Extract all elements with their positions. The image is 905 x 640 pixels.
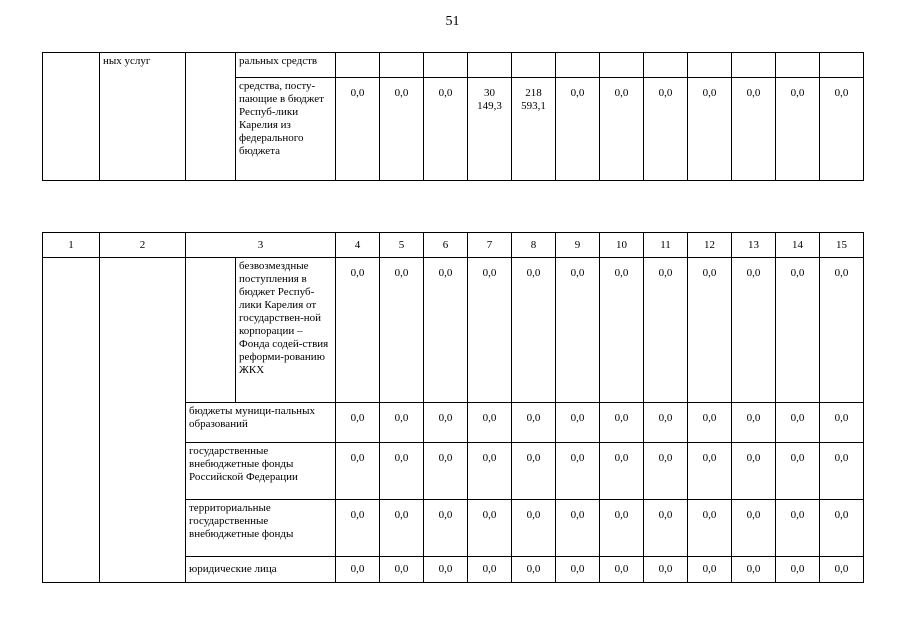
value-cell: 0,0 bbox=[380, 78, 424, 181]
value-cell: 0,0 bbox=[556, 500, 600, 557]
value-cell: 0,0 bbox=[468, 403, 512, 443]
value-cell: 0,0 bbox=[512, 557, 556, 583]
value-cell: 0,0 bbox=[776, 443, 820, 500]
value-cell: 0,0 bbox=[556, 258, 600, 403]
value-cell: 0,0 bbox=[468, 258, 512, 403]
table-continuation bbox=[42, 52, 864, 181]
value-cell: 0,0 bbox=[732, 443, 776, 500]
value-cell: 0,0 bbox=[512, 258, 556, 403]
value-cell: 0,0 bbox=[776, 403, 820, 443]
value-cell: 0,0 bbox=[644, 557, 688, 583]
value-cell: 0,0 bbox=[644, 443, 688, 500]
column-header: 6 bbox=[424, 233, 468, 258]
value-cell: 0,0 bbox=[688, 403, 732, 443]
value-cell: 0,0 bbox=[468, 500, 512, 557]
value-cell: 0,0 bbox=[600, 443, 644, 500]
value-cell: 0,0 bbox=[644, 78, 688, 181]
row-label: безвозмездные поступления в бюджет Респуб-лики Карелия от государствен-ной корпорации – Фонда содей-ствия реформи-рованию ЖКХ bbox=[236, 258, 336, 403]
column-header: 4 bbox=[336, 233, 380, 258]
cell-col1 bbox=[43, 258, 100, 583]
table-header-row bbox=[43, 233, 864, 258]
value-cell: 0,0 bbox=[512, 500, 556, 557]
cell-service-name: ных услуг bbox=[100, 53, 186, 181]
value-cell: 0,0 bbox=[424, 258, 468, 403]
row-label: юридические лица bbox=[186, 557, 336, 583]
column-header: 15 bbox=[820, 233, 864, 258]
value-cell: 0,0 bbox=[688, 500, 732, 557]
value-cell: 0,0 bbox=[424, 557, 468, 583]
column-header: 7 bbox=[468, 233, 512, 258]
cell-col1 bbox=[43, 53, 100, 181]
value-cell: 0,0 bbox=[820, 78, 864, 181]
page-number: 51 bbox=[445, 14, 460, 29]
value-cell: 0,0 bbox=[380, 443, 424, 500]
value-cell: 0,0 bbox=[336, 500, 380, 557]
value-cell: 0,0 bbox=[600, 258, 644, 403]
value-cell: 0,0 bbox=[732, 258, 776, 403]
table-row bbox=[43, 53, 864, 78]
value-cell: 0,0 bbox=[424, 78, 468, 181]
value-cell: 0,0 bbox=[688, 443, 732, 500]
column-header: 1 bbox=[43, 233, 100, 258]
value-cell: 0,0 bbox=[732, 557, 776, 583]
value-cell: 0,0 bbox=[820, 403, 864, 443]
value-cell: 218 593,1 bbox=[512, 78, 556, 181]
value-cell: 0,0 bbox=[644, 258, 688, 403]
value-cell: 0,0 bbox=[820, 443, 864, 500]
row-label: бюджеты муници-пальных образований bbox=[186, 403, 336, 443]
column-header: 10 bbox=[600, 233, 644, 258]
value-cell: 0,0 bbox=[600, 557, 644, 583]
column-header: 3 bbox=[186, 233, 336, 258]
value-cell: 0,0 bbox=[424, 443, 468, 500]
value-cell: 0,0 bbox=[336, 258, 380, 403]
cell-col2 bbox=[100, 258, 186, 583]
value-cell: 0,0 bbox=[512, 403, 556, 443]
table-main bbox=[42, 232, 864, 583]
value-cell: 0,0 bbox=[424, 500, 468, 557]
cell-col3a bbox=[186, 53, 236, 181]
value-cell: 0,0 bbox=[336, 78, 380, 181]
column-header: 12 bbox=[688, 233, 732, 258]
value-cell: 0,0 bbox=[336, 403, 380, 443]
value-cell: 0,0 bbox=[512, 443, 556, 500]
column-header: 13 bbox=[732, 233, 776, 258]
column-header: 8 bbox=[512, 233, 556, 258]
column-header: 11 bbox=[644, 233, 688, 258]
row-label: территориальные государственные внебюджетные фонды bbox=[186, 500, 336, 557]
cell-source-label: средства, посту-пающие в бюджет Респуб-лики Карелия из федерального бюджета bbox=[236, 78, 336, 181]
value-cell: 0,0 bbox=[556, 557, 600, 583]
value-cell: 0,0 bbox=[424, 403, 468, 443]
value-cell: 0,0 bbox=[556, 403, 600, 443]
cell-source-label: ральных средств bbox=[236, 53, 336, 78]
value-cell: 0,0 bbox=[380, 500, 424, 557]
value-cell: 0,0 bbox=[556, 78, 600, 181]
column-header: 5 bbox=[380, 233, 424, 258]
table-row bbox=[43, 258, 864, 403]
value-cell: 0,0 bbox=[556, 443, 600, 500]
value-cell: 0,0 bbox=[820, 258, 864, 403]
value-cell: 0,0 bbox=[776, 557, 820, 583]
value-cell: 0,0 bbox=[380, 258, 424, 403]
value-cell: 0,0 bbox=[688, 557, 732, 583]
value-cell: 0,0 bbox=[820, 500, 864, 557]
value-cell: 0,0 bbox=[688, 258, 732, 403]
value-cell: 0,0 bbox=[336, 443, 380, 500]
value-cell: 0,0 bbox=[644, 403, 688, 443]
value-cell: 0,0 bbox=[688, 78, 732, 181]
value-cell: 0,0 bbox=[776, 500, 820, 557]
value-cell: 0,0 bbox=[820, 557, 864, 583]
value-cell: 0,0 bbox=[644, 500, 688, 557]
value-cell: 0,0 bbox=[776, 258, 820, 403]
value-cell: 30 149,3 bbox=[468, 78, 512, 181]
value-cell: 0,0 bbox=[600, 500, 644, 557]
value-cell: 0,0 bbox=[600, 403, 644, 443]
value-cell: 0,0 bbox=[732, 78, 776, 181]
value-cell: 0,0 bbox=[468, 443, 512, 500]
value-cell: 0,0 bbox=[468, 557, 512, 583]
value-cell: 0,0 bbox=[380, 557, 424, 583]
value-cell: 0,0 bbox=[732, 403, 776, 443]
row-label: государственные внебюджетные фонды Российской Федерации bbox=[186, 443, 336, 500]
column-header: 2 bbox=[100, 233, 186, 258]
column-header: 9 bbox=[556, 233, 600, 258]
column-header: 14 bbox=[776, 233, 820, 258]
value-cell: 0,0 bbox=[600, 78, 644, 181]
cell-col3a bbox=[186, 258, 236, 403]
value-cell: 0,0 bbox=[732, 500, 776, 557]
value-cell: 0,0 bbox=[776, 78, 820, 181]
value-cell: 0,0 bbox=[380, 403, 424, 443]
value-cell: 0,0 bbox=[336, 557, 380, 583]
